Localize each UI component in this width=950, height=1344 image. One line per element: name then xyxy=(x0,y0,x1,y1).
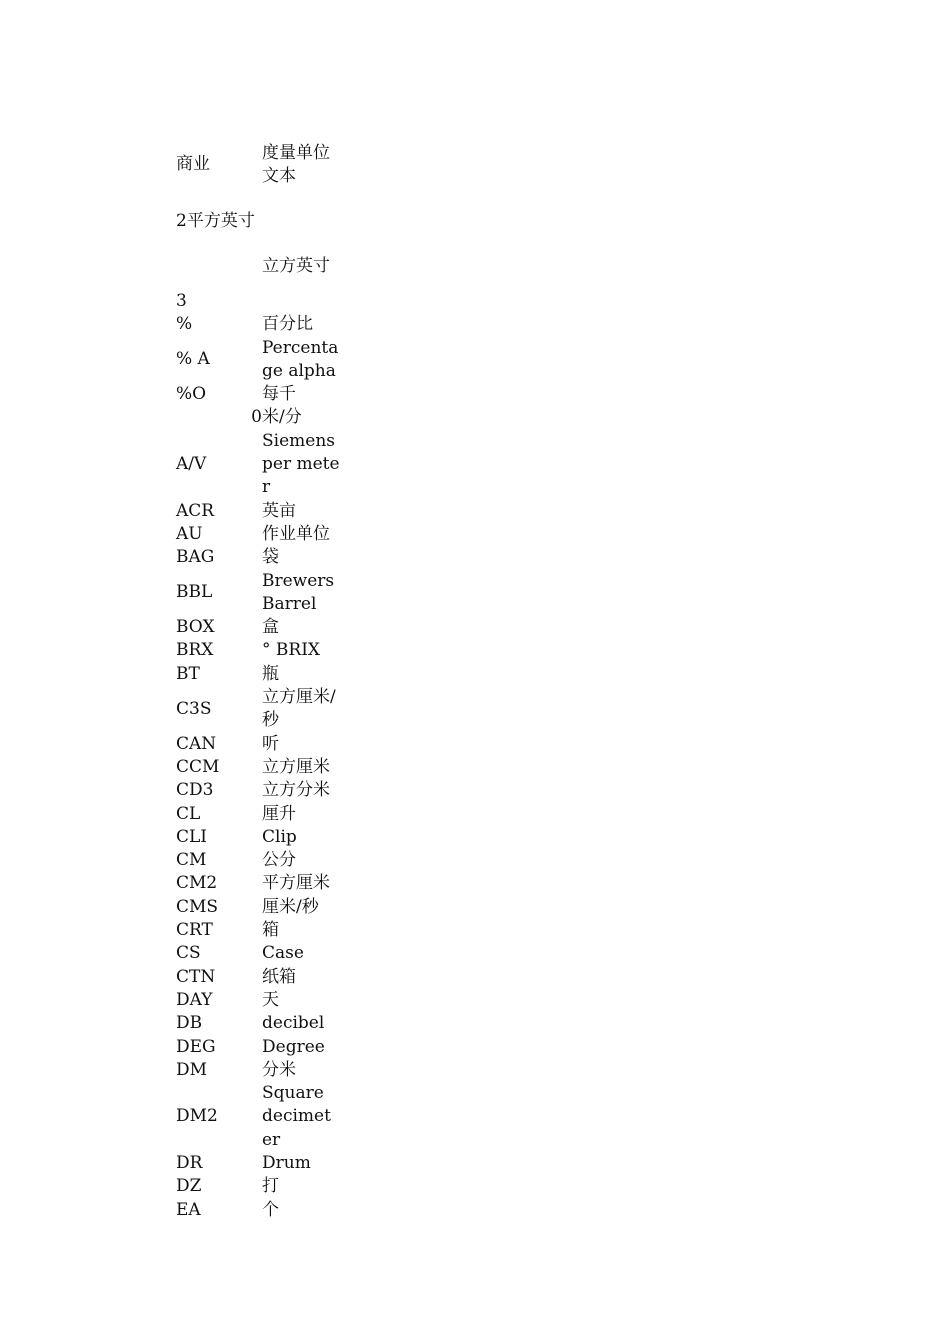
uom-text: Case xyxy=(262,943,304,964)
table-row xyxy=(176,313,340,336)
table-row xyxy=(176,803,340,826)
table-row xyxy=(176,779,340,802)
uom-code: CCM xyxy=(176,756,220,777)
uom-code: CM xyxy=(176,850,207,871)
header-commercial: 商业 xyxy=(176,154,210,175)
table-row xyxy=(176,430,340,500)
uom-text: 作业单位 xyxy=(262,523,330,544)
uom-code: DB xyxy=(176,1013,203,1034)
table-row xyxy=(176,826,340,849)
table-row xyxy=(176,1059,340,1082)
table-row xyxy=(176,190,340,278)
uom-text-line: 每千 xyxy=(262,384,296,405)
uom-code: 2平方英寸 xyxy=(176,211,255,231)
uom-code: DR xyxy=(176,1152,203,1173)
uom-text: 听 xyxy=(262,733,279,754)
uom-code: % xyxy=(176,314,193,335)
table-row xyxy=(176,406,340,429)
header-uom-text: 度量单位文本 xyxy=(262,142,330,186)
uom-code: BAG xyxy=(176,547,215,568)
table-row xyxy=(176,896,340,919)
uom-code: CRT xyxy=(176,920,213,941)
uom-code xyxy=(176,406,262,429)
table-row xyxy=(176,616,340,639)
uom-code: CLI xyxy=(176,826,208,847)
uom-text: 立方分米 xyxy=(262,780,330,801)
uom-code: BOX xyxy=(176,617,215,638)
table-row xyxy=(176,570,340,617)
uom-text: Clip xyxy=(262,826,297,847)
uom-text: 平方厘米 xyxy=(262,873,330,894)
uom-code: %O xyxy=(176,384,207,405)
uom-text: 袋 xyxy=(262,547,279,568)
uom-text: Brewers Barrel xyxy=(262,570,335,614)
uom-code: EA xyxy=(176,1199,201,1220)
uom-text: 立方厘米 xyxy=(262,756,330,777)
uom-text: 百分比 xyxy=(262,314,313,335)
uom-code: BBL xyxy=(176,582,213,603)
table-row xyxy=(176,1036,340,1059)
uom-text: ° BRIX xyxy=(262,640,321,661)
uom-text xyxy=(262,278,340,313)
table-row xyxy=(176,686,340,733)
uom-code: CS xyxy=(176,943,201,964)
uom-text: 米/分 xyxy=(262,407,302,428)
table-row xyxy=(176,523,340,546)
table-row xyxy=(176,1152,340,1175)
uom-code: BRX xyxy=(176,640,214,661)
table-row xyxy=(176,849,340,872)
uom-text: 厘升 xyxy=(262,803,296,824)
uom-text: Percentage alpha xyxy=(262,337,339,381)
table-row xyxy=(176,1175,340,1198)
stray-digit: 0 xyxy=(251,407,262,428)
uom-code: CMS xyxy=(176,896,219,917)
uom-text: 立方厘米/秒 xyxy=(262,687,336,731)
table-row xyxy=(176,966,340,989)
uom-text: 个 xyxy=(262,1199,279,1220)
uom-code: DM2 xyxy=(176,1106,218,1127)
uom-code: BT xyxy=(176,663,200,684)
uom-text: 天 xyxy=(262,989,279,1010)
uom-text: 立方英寸 xyxy=(262,255,330,276)
table-row xyxy=(176,756,340,779)
uom-table xyxy=(176,140,340,1222)
uom-text: Siemens per meter xyxy=(262,430,340,498)
table-row xyxy=(176,383,340,406)
uom-text: Square decimeter xyxy=(262,1083,331,1150)
table-row xyxy=(176,942,340,965)
uom-text: 打 xyxy=(262,1176,279,1197)
uom-text: decibel xyxy=(262,1013,325,1034)
uom-code: CM2 xyxy=(176,873,218,894)
table-row xyxy=(176,1012,340,1035)
uom-code: CTN xyxy=(176,966,216,987)
table-row xyxy=(176,989,340,1012)
uom-text: Drum xyxy=(262,1152,311,1173)
table-row xyxy=(176,872,340,895)
uom-text: Degree xyxy=(262,1036,325,1057)
uom-text xyxy=(262,383,340,406)
uom-text: 公分 xyxy=(262,850,296,871)
uom-code: % A xyxy=(176,349,210,370)
uom-code: CD3 xyxy=(176,780,214,801)
uom-code: C3S xyxy=(176,698,212,719)
table-row xyxy=(176,546,340,569)
uom-code: DEG xyxy=(176,1036,216,1057)
table-row xyxy=(176,337,340,384)
table-row xyxy=(176,1082,340,1152)
uom-code: DM xyxy=(176,1059,208,1080)
uom-code: DZ xyxy=(176,1176,202,1197)
uom-text: 箱 xyxy=(262,920,279,941)
table-row xyxy=(176,919,340,942)
uom-code: CL xyxy=(176,803,201,824)
table-row xyxy=(176,733,340,756)
uom-text: 分米 xyxy=(262,1059,296,1080)
uom-text: 英亩 xyxy=(262,500,296,521)
table-header-row xyxy=(176,140,340,190)
uom-text: 盒 xyxy=(262,617,279,638)
uom-code: A/V xyxy=(176,454,207,475)
table-row xyxy=(176,278,340,313)
uom-code: CAN xyxy=(176,733,217,754)
table-row xyxy=(176,500,340,523)
table-row xyxy=(176,1199,340,1222)
uom-code: ACR xyxy=(176,500,215,521)
uom-text: 厘米/秒 xyxy=(262,896,319,917)
uom-code: 3 xyxy=(176,291,187,311)
table-row xyxy=(176,639,340,662)
uom-text: 瓶 xyxy=(262,663,279,684)
uom-code: AU xyxy=(176,523,203,544)
uom-code: DAY xyxy=(176,989,213,1010)
uom-text: 纸箱 xyxy=(262,966,296,987)
table-row xyxy=(176,663,340,686)
